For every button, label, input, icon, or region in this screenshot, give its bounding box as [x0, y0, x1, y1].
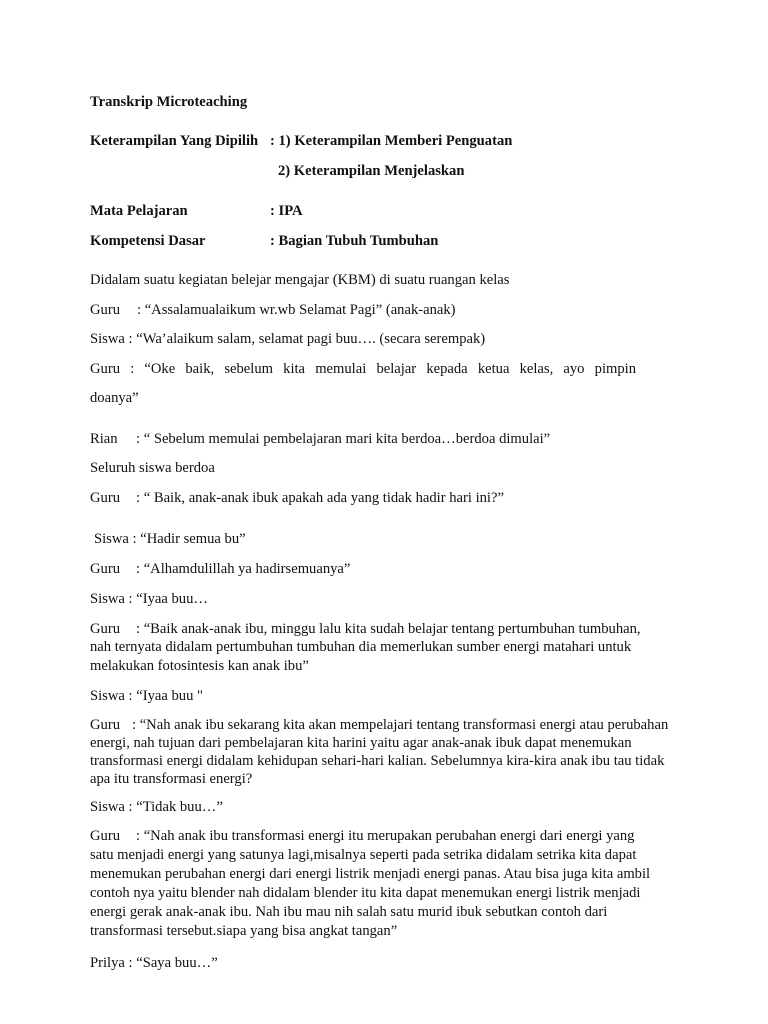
- skill-1: : 1) Keterampilan Memberi Penguatan: [270, 133, 513, 149]
- subject-value: : IPA: [270, 203, 303, 219]
- speaker: Siswa: [90, 331, 125, 347]
- document-title: Transkrip Microteaching: [90, 94, 248, 110]
- speaker: Siswa: [90, 688, 125, 704]
- dialogue-continuation: doanya”: [90, 390, 139, 406]
- dialogue-continuation: transformasi tersebut.siapa yang bisa angkat tangan”: [90, 923, 398, 939]
- utterance: : “Iyaa buu ": [128, 688, 203, 704]
- speaker: Rian: [90, 431, 118, 447]
- competency-label: Kompetensi Dasar: [90, 233, 206, 249]
- competency-value: : Bagian Tubuh Tumbuhan: [270, 233, 439, 249]
- speaker: Guru: [90, 561, 120, 577]
- dialogue-line: [90, 430, 550, 448]
- dialogue-line: [90, 489, 504, 507]
- utterance: : “ Baik, anak-anak ibuk apakah ada yang tidak hadir hari ini?”: [136, 490, 504, 506]
- utterance: : “Oke baik, sebelum kita memulai belajar kepada ketua kelas, ayo pimpin: [130, 361, 637, 377]
- utterance: : “Wa’alaikum salam, selamat pagi buu…. (secara serempak): [128, 331, 486, 347]
- dialogue-line: [90, 954, 218, 972]
- utterance: : “Assalamualaikum wr.wb Selamat Pagi” (anak-anak): [137, 302, 456, 318]
- dialogue-continuation: satu menjadi energi yang satunya lagi,misalnya seperti pada setrika didalam setrika kita dapat: [90, 847, 637, 863]
- dialogue-continuation: transformasi energi didalam kehidupan sehari-hari kalian. Sebelumnya kira-kira anak ibu tau tidak: [90, 753, 665, 769]
- utterance: : “Alhamdulillah ya hadirsemuanya”: [136, 561, 351, 577]
- dialogue-line: [90, 798, 223, 816]
- utterance: : “Nah anak ibu sekarang kita akan mempelajari tentang transformasi energi atau perubahan: [132, 717, 669, 733]
- utterance: : “Nah anak ibu transformasi energi itu merupakan perubahan energi dari energi yang: [136, 828, 635, 844]
- dialogue-continuation: nah ternyata didalam pertumbuhan tumbuhan dia memerlukan sumber energi matahari untuk: [90, 639, 632, 655]
- subject-row: [90, 202, 303, 220]
- speaker: Siswa: [90, 799, 125, 815]
- dialogue-continuation: contoh nya yaitu blender nah didalam blender itu kita dapat menemukan energi listrik menjadi: [90, 885, 641, 901]
- intro-text: Didalam suatu kegiatan belejar mengajar (KBM) di suatu ruangan kelas: [90, 272, 510, 288]
- competency-row: [90, 232, 438, 250]
- dialogue-line: [90, 716, 668, 734]
- dialogue-line: [94, 530, 246, 548]
- skills-row: [90, 132, 512, 150]
- skills-label: Keterampilan Yang Dipilih: [90, 133, 259, 149]
- speaker: Guru: [90, 490, 120, 506]
- utterance: : “Hadir semua bu”: [132, 531, 246, 547]
- dialogue-continuation: melakukan fotosintesis kan anak ibu”: [90, 658, 309, 674]
- speaker: Guru: [90, 828, 120, 844]
- utterance: : “ Sebelum memulai pembelajaran mari kita berdoa…berdoa dimulai”: [136, 431, 551, 447]
- utterance: : “Iyaa buu…: [128, 591, 208, 607]
- dialogue-continuation: menemukan perubahan energi dari energi listrik menjadi energi panas. Atau bisa juga kita ambil: [90, 866, 651, 882]
- dialogue-line: [90, 560, 350, 578]
- dialogue-line: [90, 301, 456, 319]
- speaker: Guru: [90, 302, 120, 318]
- speaker: Guru: [90, 621, 120, 637]
- speaker: Prilya: [90, 955, 125, 971]
- speaker: Siswa: [90, 591, 125, 607]
- utterance: : “Saya buu…”: [128, 955, 218, 971]
- dialogue-line: [90, 827, 634, 845]
- utterance: : “Baik anak-anak ibu, minggu lalu kita sudah belajar tentang pertumbuhan tumbuhan,: [136, 621, 641, 637]
- skill-2: 2) Keterampilan Menjelaskan: [278, 163, 465, 179]
- dialogue-line: [90, 687, 203, 705]
- speaker: Siswa: [94, 531, 129, 547]
- narration-line: Seluruh siswa berdoa: [90, 460, 215, 476]
- utterance: : “Tidak buu…”: [128, 799, 223, 815]
- subject-label: Mata Pelajaran: [90, 203, 188, 219]
- dialogue-continuation: energi, nah tujuan dari pembelajaran kita harini yaitu agar anak-anak ibuk dapat menemukan: [90, 735, 632, 751]
- dialogue-line: [90, 620, 641, 638]
- dialogue-line: [90, 330, 485, 348]
- dialogue-continuation: energi gerak anak-anak ibu. Nah ibu mau nih salah satu murid ibuk sebutkan contoh dari: [90, 904, 608, 920]
- dialogue-line: [90, 360, 636, 378]
- dialogue-line: [90, 590, 208, 608]
- speaker: Guru: [90, 717, 120, 733]
- dialogue-continuation: apa itu transformasi energi?: [90, 771, 253, 787]
- speaker: Guru: [90, 361, 120, 377]
